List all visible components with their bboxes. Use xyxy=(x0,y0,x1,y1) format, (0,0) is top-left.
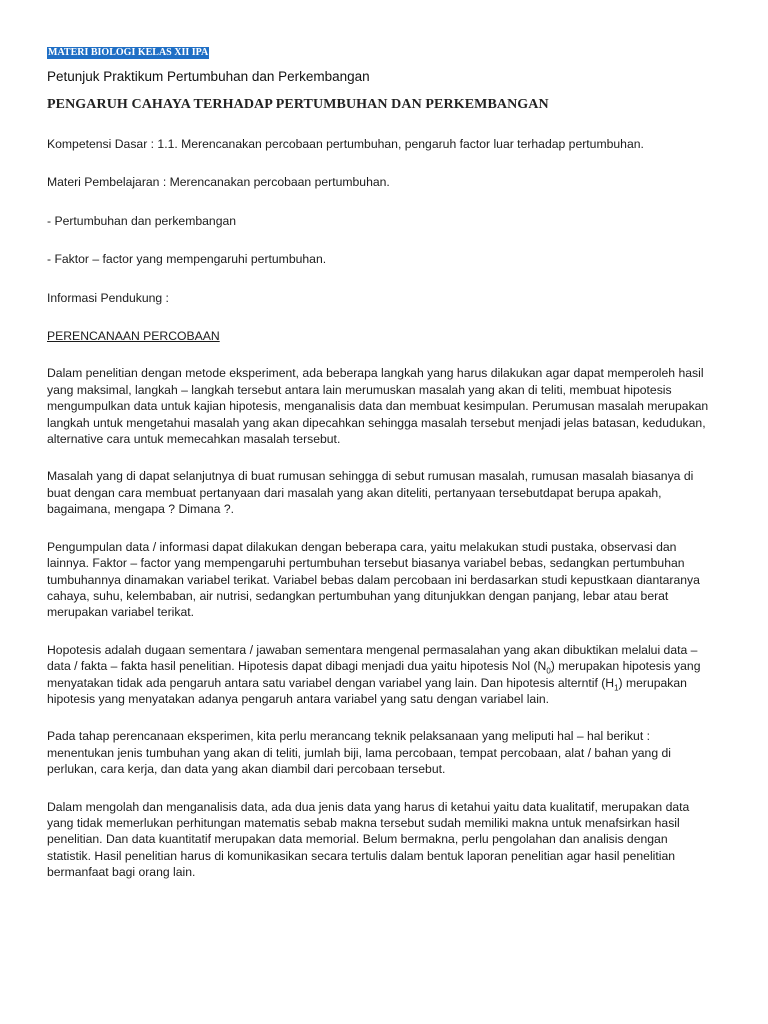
paragraph-4 xyxy=(47,642,712,708)
document-subtitle: Petunjuk Praktikum Pertumbuhan dan Perkembangan xyxy=(47,69,370,84)
paragraph-3: Pengumpulan data / informasi dapat dilakukan dengan beberapa cara, yaitu melakukan studi pustaka, observasi dan lainnya. Faktor – factor yang mempengaruhi pertumbuhan tersebut biasanya variabel bebas, sedangkan pertumbuhan tumbuhannya dinamakan variabel terikat. Variabel bebas dalam percobaan ini berdasarkan studi kepustkaan diantaranya cahaya, suhu, kelembaban, air nutrisi, sedangkan pertumbuhan yang ditunjukkan dengan panjang, lebar atau berat merupakan variabel terikat. xyxy=(47,539,700,620)
paragraph-4-part-a: Hopotesis adalah dugaan sementara / jawaban sementara mengenal permasalahan yang akan dibuktikan melalui data – data / fakta – fakta hasil penelitian. Hipotesis dapat dibagi menjadi dua yaitu hipotesis Nol (N xyxy=(47,642,698,674)
main-heading: PENGARUH CAHAYA TERHADAP PERTUMBUHAN DAN PERKEMBANGAN xyxy=(47,97,549,112)
paragraph-4-part-b: ) merupakan hipotesis yang menyatakan tidak ada pengaruh antara satu variabel dengan variabel yang lain. Dan hipotesis alterntif (H xyxy=(47,659,701,690)
paragraph-6: Dalam mengolah dan menganalisis data, ada dua jenis data yang harus di ketahui yaitu data kualitatif, merupakan data yang tidak memerlukan perhitungan matematis sebab makna tersebut sudah memiliki makna untuk menafsirkan hasil penelitian. Dan data kuantitatif merupakan data memorial. Belum bermakna, perlu pengolahan dan analisis dengan statistik. Hasil penelitian harus di komunikasikan secara tertulis dalam bentuk laporan penelitian agar hasil penelitian bermanfaat bagi orang lain. xyxy=(47,799,690,880)
paragraph-2: Masalah yang di dapat selanjutnya di buat rumusan sehingga di sebut rumusan masalah, rumusan masalah biasanya di buat dengan cara membuat pertanyaan dari masalah yang akan diteliti, pertanyaan tersebutdapat berupa apakah, bagaimana, mengapa ? Dimana ?. xyxy=(47,469,694,517)
bullet-item-1: - Pertumbuhan dan perkembangan xyxy=(47,213,237,228)
paragraph-1: Dalam penelitian dengan metode eksperiment, ada beberapa langkah yang harus dilakukan agar dapat memperoleh hasil yang maksimal, langkah – langkah tersebut antara lain merumuskan masalah yang akan di teliti, membuat hipotesis mengumpulkan data untuk kajian hipotesis, menganalisis data dan membuat kesimpulan. Perumusan masalah merupakan langkah untuk mengetahui masalah yang akan dipecahkan sehingga masalah tersebut menjadi jelas batasan, kedudukan, alternative cara untuk memecahkan masalah tersebut. xyxy=(47,366,709,447)
highlighted-course-title: MATERI BIOLOGI KELAS XII IPA xyxy=(48,47,209,58)
kompetensi-dasar: Kompetensi Dasar : 1.1. Merencanakan percobaan pertumbuhan, pengaruh factor luar terhadap pertumbuhan. xyxy=(47,137,644,151)
paragraph-5: Pada tahap perencanaan eksperimen, kita perlu merancang teknik pelaksanaan yang meliputi hal – hal berikut : menentukan jenis tumbuhan yang akan di teliti, jumlah biji, lama percobaan, tempat percobaan, alat / bahan yang di perlukan, cara kerja, dan data yang akan diambil dari percobaan tersebut. xyxy=(47,729,671,777)
paragraph-4-part-c: ) merupakan hipotesis yang menyatakan adanya pengaruh antara variabel yang satu dengan variabel lain. xyxy=(47,675,687,706)
bullet-item-2: - Faktor – factor yang mempengaruhi pertumbuhan. xyxy=(47,252,327,267)
document-page xyxy=(47,42,712,881)
subscript-one: 1 xyxy=(614,682,619,692)
section-title: PERENCANAAN PERCOBAAN xyxy=(47,329,220,344)
subscript-zero: 0 xyxy=(546,666,551,676)
informasi-pendukung: Informasi Pendukung : xyxy=(47,290,169,305)
highlight-title-row xyxy=(47,42,712,60)
materi-pembelajaran: Materi Pembelajaran : Merencanakan percobaan pertumbuhan. xyxy=(47,175,390,190)
